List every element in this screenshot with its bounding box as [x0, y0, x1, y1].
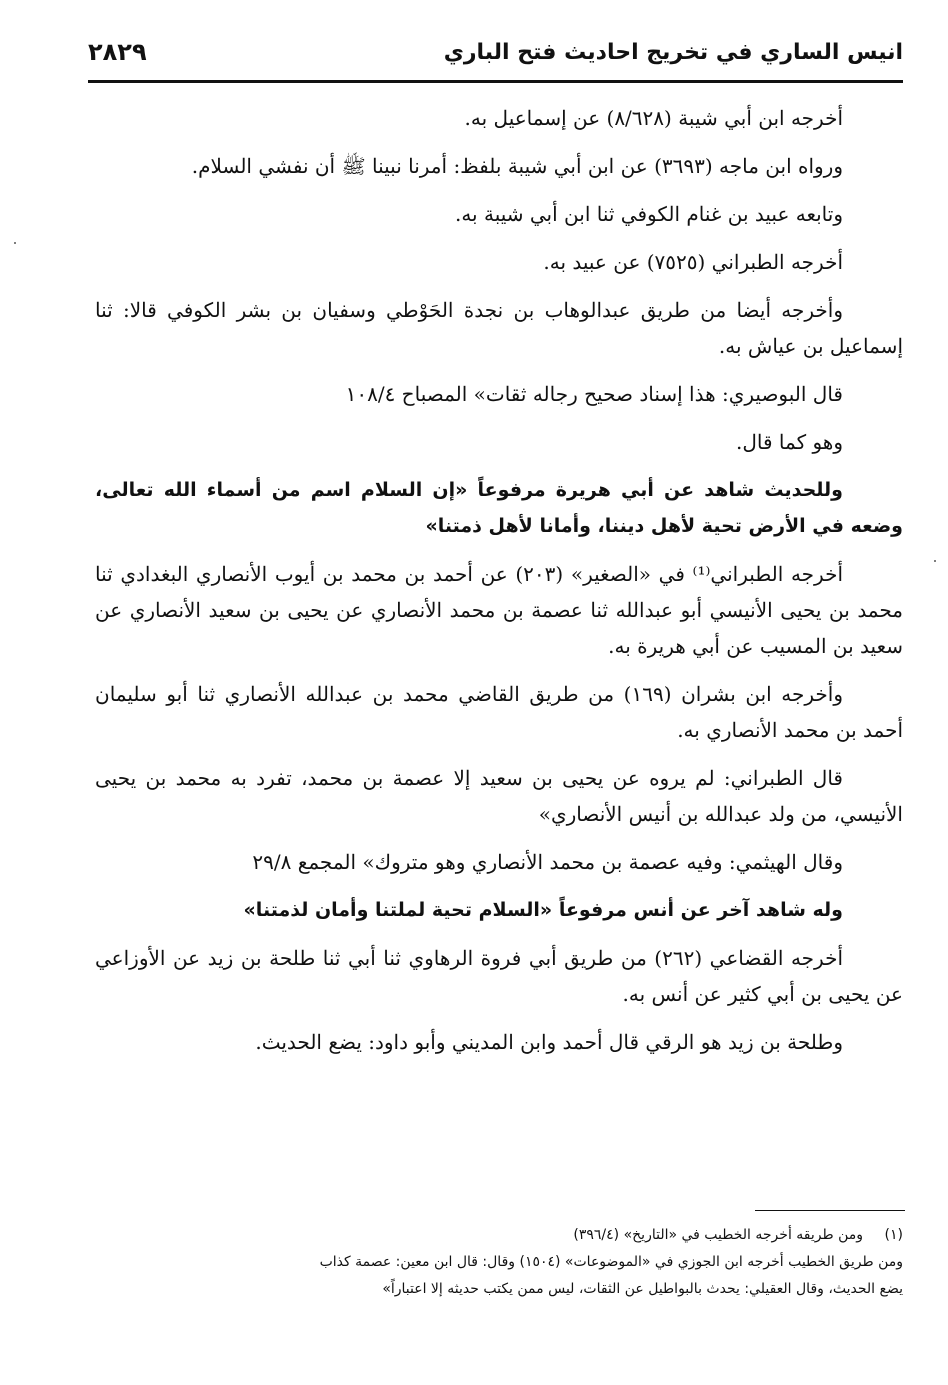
paragraph: أخرجه القضاعي (٢٦٢) من طريق أبي فروة الرهاوي ثنا أبي ثنا طلحة بن زيد عن الأوزاعي عن يحيى بن أبي كثير عن أنس به.	[95, 946, 903, 1006]
header-divider	[88, 80, 903, 83]
scan-speck	[14, 242, 16, 244]
footnote-divider	[755, 1210, 905, 1211]
main-text	[95, 100, 903, 1072]
bold-paragraph: وله شاهد آخر عن أنس مرفوعاً «السلام تحية لملتنا وأمان لذمتنا»	[243, 899, 843, 921]
paragraph: وقال الهيثمي: وفيه عصمة بن محمد الأنصاري وهو متروك» المجمع ٢٩/٨	[252, 850, 843, 874]
paragraph: وتابعه عبيد بن غنام الكوفي ثنا ابن أبي شيبة به.	[454, 202, 843, 226]
scan-speck	[934, 560, 936, 562]
footnote-marker: (١)	[884, 1227, 903, 1243]
paragraph: وهو كما قال.	[736, 430, 843, 454]
footnote-line: ومن طريق الخطيب أخرجه ابن الجوزي في «الموضوعات» (١٥٠٤) وقال: قال ابن معين: عصمة كذاب	[319, 1254, 903, 1270]
paragraph: قال البوصيري: هذا إسناد صحيح رجاله ثقات» المصباح ١٠٨/٤	[345, 382, 843, 406]
book-title: انيس الساري في تخريج احاديث فتح الباري	[443, 40, 903, 65]
paragraph: وأخرجه ابن بشران (١٦٩) من طريق القاضي محمد بن عبدالله الأنصاري ثنا أبو سليمان أحمد بن محمد الأنصاري به.	[95, 682, 903, 742]
paragraph: قال الطبراني: لم يروه عن يحيى بن سعيد إلا عصمة بن محمد، تفرد به محمد بن يحيى الأنيسي، من ولد عبدالله بن أنيس الأنصاري»	[95, 766, 903, 826]
footnote-text: ومن طريقه أخرجه الخطيب في «التاريخ» (٣٩٦/٤)	[573, 1227, 863, 1243]
page-number: ٢٨٢٩	[88, 38, 147, 66]
paragraph: أخرجه الطبراني (٧٥٢٥) عن عبيد به.	[543, 250, 843, 274]
paragraph: ورواه ابن ماجه (٣٦٩٣) عن ابن أبي شيبة بلفظ: أمرنا نبينا ﷺ أن نفشي السلام.	[191, 154, 843, 178]
paragraph: أخرجه الطبراني⁽¹⁾ في «الصغير» (٢٠٣) عن أحمد بن محمد بن أيوب الأنصاري البغدادي ثنا محمد بن يحيى الأنيسي أبو عبدالله ثنا عصمة بن محمد الأنصاري عن يحيى بن سعيد الأنصاري عن سعيد بن المسيب عن أبي هريرة به.	[95, 562, 903, 658]
bold-paragraph: وللحديث شاهد عن أبي هريرة مرفوعاً «إن السلام اسم من أسماء الله تعالى، وضعه في الأرض تحية لأهل ديننا، وأمانا لأهل ذمتنا»	[95, 479, 903, 537]
paragraph: وطلحة بن زيد هو الرقي قال أحمد وابن المديني وأبو داود: يضع الحديث.	[255, 1030, 843, 1054]
running-header	[88, 38, 903, 82]
footnotes	[110, 1222, 903, 1303]
footnote-line: يضع الحديث، وقال العقيلي: يحدث بالبواطيل عن الثقات، ليس ممن يكتب حديثه إلا اعتباراً»	[382, 1281, 903, 1297]
paragraph: وأخرجه أيضا من طريق عبدالوهاب بن نجدة الحَوْطي وسفيان بن بشر الكوفي قالا: ثنا إسماعيل بن عياش به.	[95, 298, 903, 358]
footnote-line	[110, 1222, 903, 1249]
paragraph: أخرجه ابن أبي شيبة (٨/٦٢٨) عن إسماعيل به.	[464, 106, 843, 130]
